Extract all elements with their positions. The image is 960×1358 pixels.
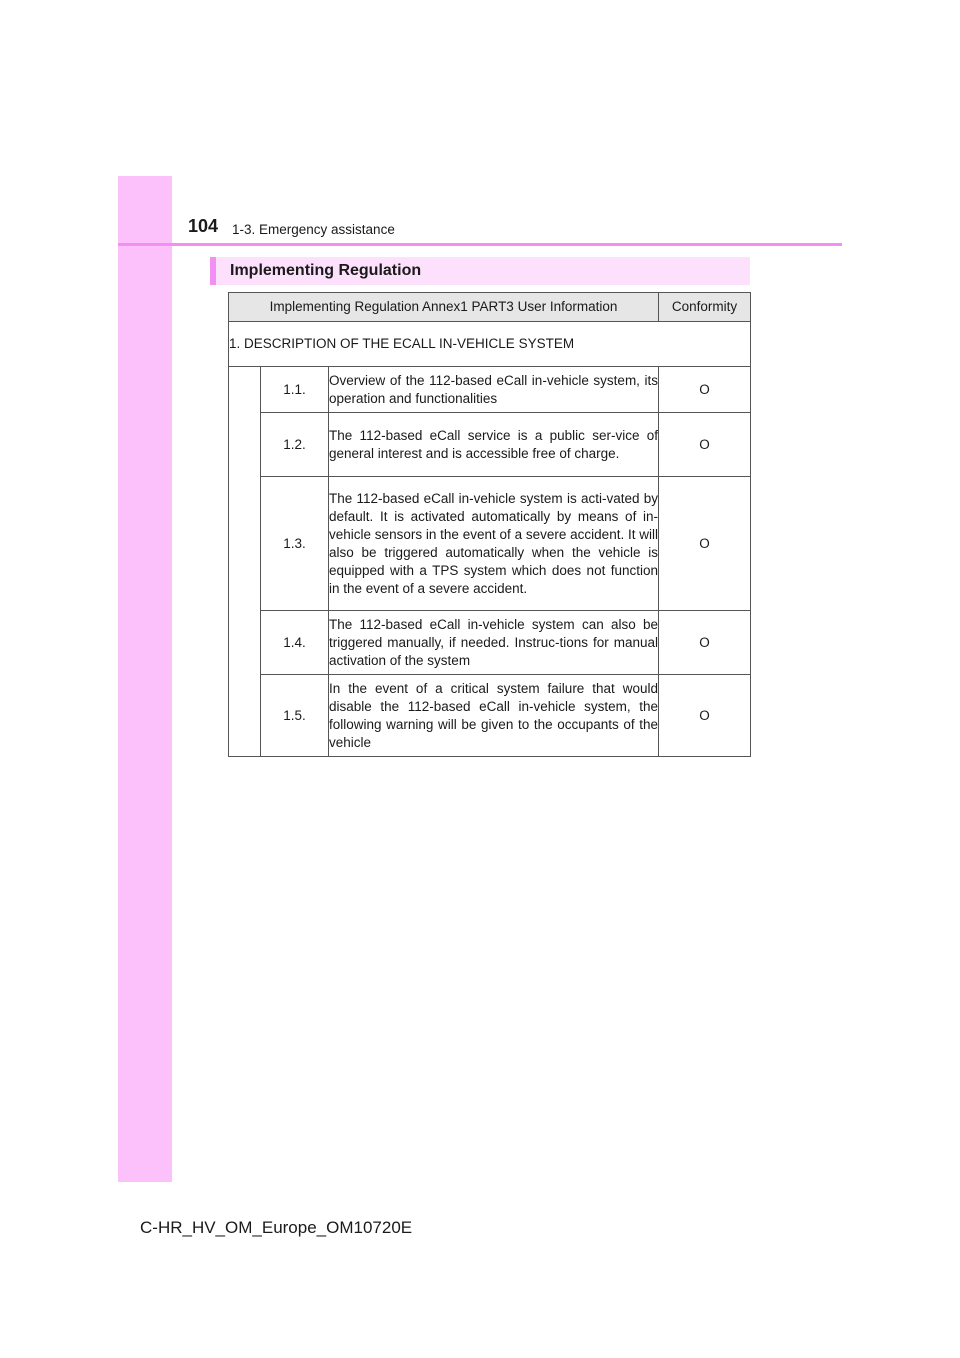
row-description: The 112-based eCall service is a public ser-vice of general interest and is accessible free of charge. <box>329 413 659 477</box>
heading-bar <box>210 257 750 285</box>
indent-cell <box>229 367 261 757</box>
row-number: 1.1. <box>261 367 329 413</box>
regulation-table <box>228 292 751 757</box>
section-label: 1. DESCRIPTION OF THE ECALL IN-VEHICLE SYSTEM <box>229 322 751 367</box>
row-description: The 112-based eCall in-vehicle system is acti-vated by default. It is activated automatically by means of in-vehicle sensors in the event of a severe accident. It will also be triggered automatically when the vehicle is equipped with a TPS system which does not function in the event of a severe accident. <box>329 477 659 611</box>
table-row <box>229 367 751 413</box>
row-number: 1.4. <box>261 611 329 675</box>
row-number: 1.2. <box>261 413 329 477</box>
row-description: Overview of the 112-based eCall in-vehicle system, its operation and functionalities <box>329 367 659 413</box>
header-user-information: Implementing Regulation Annex1 PART3 User Information <box>229 293 659 322</box>
row-conformity: O <box>659 413 751 477</box>
table-row <box>229 413 751 477</box>
section-row <box>229 322 751 367</box>
row-number: 1.3. <box>261 477 329 611</box>
row-conformity: O <box>659 367 751 413</box>
row-conformity: O <box>659 477 751 611</box>
row-number: 1.5. <box>261 675 329 757</box>
heading-title: Implementing Regulation <box>230 262 422 279</box>
row-conformity: O <box>659 611 751 675</box>
row-conformity: O <box>659 675 751 757</box>
header-rule <box>118 243 842 246</box>
table-row <box>229 611 751 675</box>
document-code: C-HR_HV_OM_Europe_OM10720E <box>140 1218 413 1237</box>
table-row <box>229 477 751 611</box>
header-conformity: Conformity <box>659 293 751 322</box>
table-row <box>229 675 751 757</box>
row-description: The 112-based eCall in-vehicle system can also be triggered manually, if needed. Instruc-tions for manual activation of the system <box>329 611 659 675</box>
table-header-row <box>229 293 751 322</box>
side-tab-band <box>118 176 172 1182</box>
section-title: 1-3. Emergency assistance <box>232 222 395 237</box>
page-number: 104 <box>188 216 219 236</box>
row-description: In the event of a critical system failure that would disable the 112-based eCall in-vehicle system, the following warning will be given to the occupants of the vehicle <box>329 675 659 757</box>
